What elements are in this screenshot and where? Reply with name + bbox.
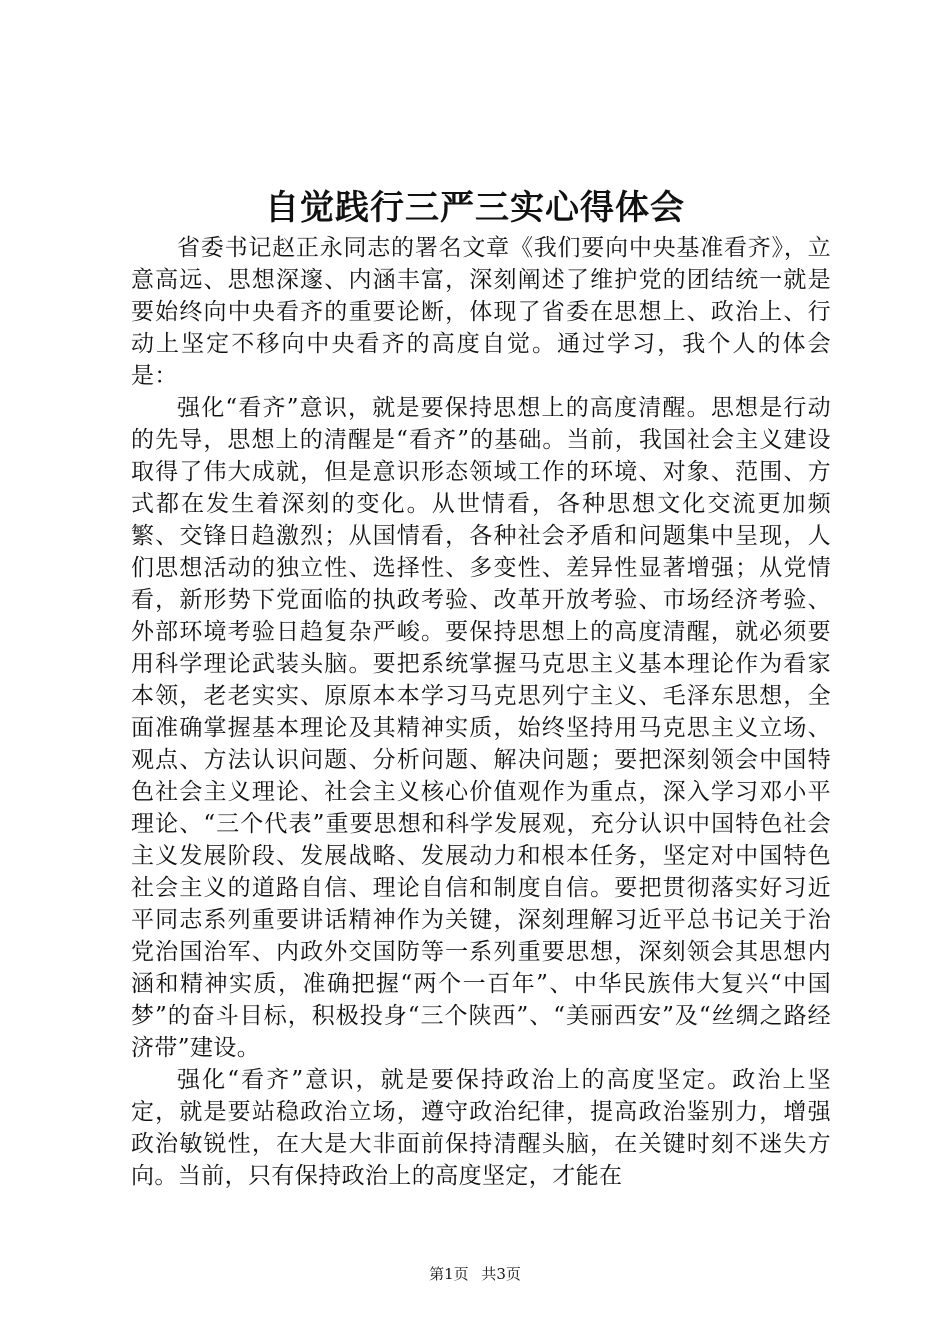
page-total: 共3页 <box>481 1265 521 1283</box>
paragraph-ideological-clarity: 强化“看齐”意识，就是要保持思想上的高度清醒。思想是行动的先导，思想上的清醒是“看齐”的基础。当前，我国社会主义建设取得了伟大成就，但是意识形态领域工作的环境、对象、范围、方式都在发生着深刻的变化。从世情看，各种思想文化交流更加频繁、交锋日趋激烈；从国情看，各种社会矛盾和问题集中呈现，人们思想活动的独立性、选择性、多变性、差异性显著增强；从党情看，新形势下党面临的执政考验、改革开放考验、市场经济考验、外部环境考验日趋复杂严峻。要保持思想上的高度清醒，就必须要用科学理论武装头脑。要把系统掌握马克思主义基本理论作为看家本领，老老实实、原原本本学习马克思列宁主义、毛泽东思想，全面准确掌握基本理论及其精神实质，始终坚持用马克思主义立场、观点、方法认识问题、分析问题、解决问题；要把深刻领会中国特色社会主义理论、社会主义核心价值观作为重点，深入学习邓小平理论、“三个代表”重要思想和科学发展观，充分认识中国特色社会主义发展阶段、发展战略、发展动力和根本任务，坚定对中国特色社会主义的道路自信、理论自信和制度自信。要把贯彻落实好习近平同志系列重要讲话精神作为关键，深刻理解习近平总书记关于治党治国治军、内政外交国防等一系列重要思想，深刻领会其思想内涵和精神实质，准确把握“两个一百年”、中华民族伟大复兴“中国梦”的奋斗目标，积极投身“三个陕西”、“美丽西安”及“丝绸之路经济带”建设。 <box>131 395 831 1061</box>
document-title: 自觉践行三严三实心得体会 <box>265 188 685 228</box>
paragraph-intro: 省委书记赵正永同志的署名文章《我们要向中央基准看齐》，立意高远、思想深邃、内涵丰富，深刻阐述了维护党的团结统一就是要始终向中央看齐的重要论断，体现了省委在思想上、政治上、行动上坚定不移向中央看齐的高度自觉。通过学习，我个人的体会是： <box>131 235 831 389</box>
paragraph-political-firmness: 强化“看齐”意识，就是要保持政治上的高度坚定。政治上坚定，就是要站稳政治立场，遵守政治纪律，提高政治鉴别力，增强政治敏锐性，在大是大非面前保持清醒头脑，在关键时刻不迷失方向。当前，只有保持政治上的高度坚定，才能在 <box>131 1067 831 1189</box>
page-footer <box>0 1264 950 1284</box>
document-body <box>131 232 831 1192</box>
page-number: 第1页 <box>429 1265 469 1283</box>
